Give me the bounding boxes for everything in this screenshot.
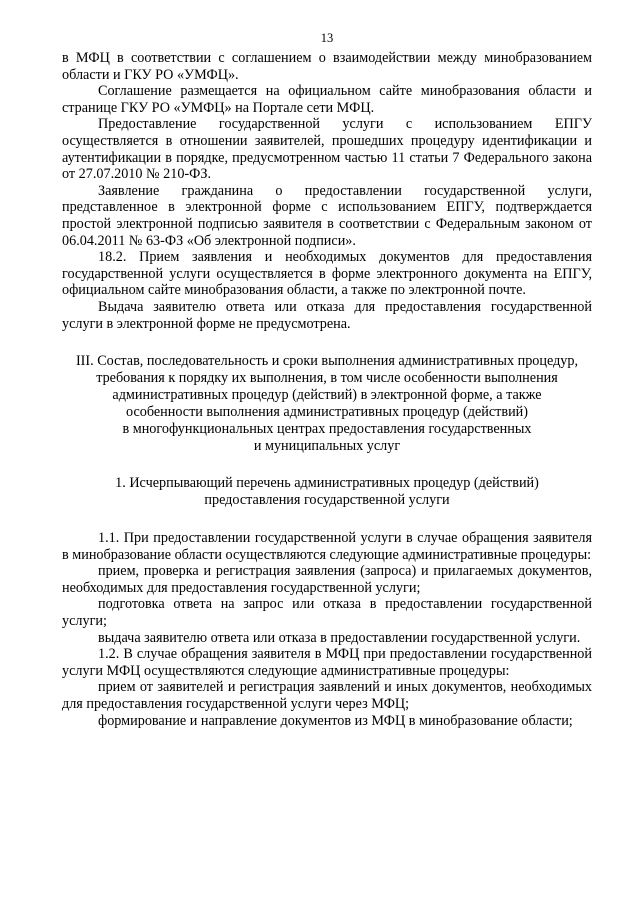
section-heading-line: особенности выполнения административных процедур (действий) (126, 404, 528, 421)
paragraph-epgu: Предоставление государственной услуги с использованием ЕПГУ осуществляется в отношении заявителей, прошедших процедуру идентификации и аутентификации в порядке, предусмотренном частью 11 статьи 7 Федерального закона от 27.07.2010 № 210-ФЗ. (62, 116, 592, 183)
section-heading-line: в многофункциональных центрах предоставления государственных (122, 421, 532, 438)
section-heading-line: требования к порядку их выполнения, в том числе особенности выполнения (96, 370, 558, 387)
list-item-reception: прием, проверка и регистрация заявления (запроса) и прилагаемых документов, необходимых для предоставления государственной услуги; (62, 563, 592, 596)
section-heading-line: административных процедур (действий) в электронной форме, а также (112, 387, 542, 404)
paragraph-continuation: в МФЦ в соответствии с соглашением о взаимодействии между минобразованием области и ГКУ РО «УМФЦ». (62, 50, 592, 83)
list-item-issuance: выдача заявителю ответа или отказа в предоставлении государственной услуги. (98, 629, 581, 646)
paragraph-18-2: 18.2. Прием заявления и необходимых документов для предоставления государственной услуги осуществляется в форме электронного документа на ЕПГУ, официальном сайте минобразования области, а также по электронной почте. (62, 249, 592, 299)
paragraph-issuance: Выдача заявителю ответа или отказа для предоставления государственной услуги в электронной форме не предусмотрена. (62, 298, 592, 332)
subsection-heading-line: предоставления государственной услуги (204, 492, 450, 509)
section-heading-iii (62, 353, 592, 455)
paragraph-1-2: 1.2. В случае обращения заявителя в МФЦ при предоставлении государственной услуги МФЦ осуществляются следующие административные процедуры: (62, 646, 592, 679)
section-heading-line: и муниципальных услуг (253, 438, 401, 455)
paragraph-1-1: 1.1. При предоставлении государственной услуги в случае обращения заявителя в минобразование области осуществляются следующие административные процедуры: (62, 530, 592, 563)
section-heading-line: III. Состав, последовательность и сроки выполнения административных процедур, (75, 353, 579, 370)
list-item-mfc-forwarding: формирование и направление документов из МФЦ в минобразование области; (98, 712, 573, 729)
list-item-preparation: подготовка ответа на запрос или отказа в предоставлении государственной услуги; (62, 596, 592, 630)
paragraph-agreement: Соглашение размещается на официальном сайте минобразования области и странице ГКУ РО «УМФЦ» на Портале сети МФЦ. (62, 83, 592, 116)
paragraph-signature: Заявление гражданина о предоставлении государственной услуги, представленное в электронной форме с использованием ЕПГУ, подтверждается простой электронной подписью заявителя в соответствии с Федеральным законом от 06.04.2011 № 63-ФЗ «Об электронной подписи». (62, 182, 592, 249)
list-item-mfc-reception: прием от заявителей и регистрация заявлений и иных документов, необходимых для предоставления государственной услуги через МФЦ; (62, 679, 592, 713)
subsection-heading-1 (62, 475, 592, 509)
document-body (62, 50, 592, 729)
subsection-heading-line: 1. Исчерпывающий перечень административных процедур (действий) (115, 475, 539, 492)
page-number: 13 (320, 31, 334, 45)
